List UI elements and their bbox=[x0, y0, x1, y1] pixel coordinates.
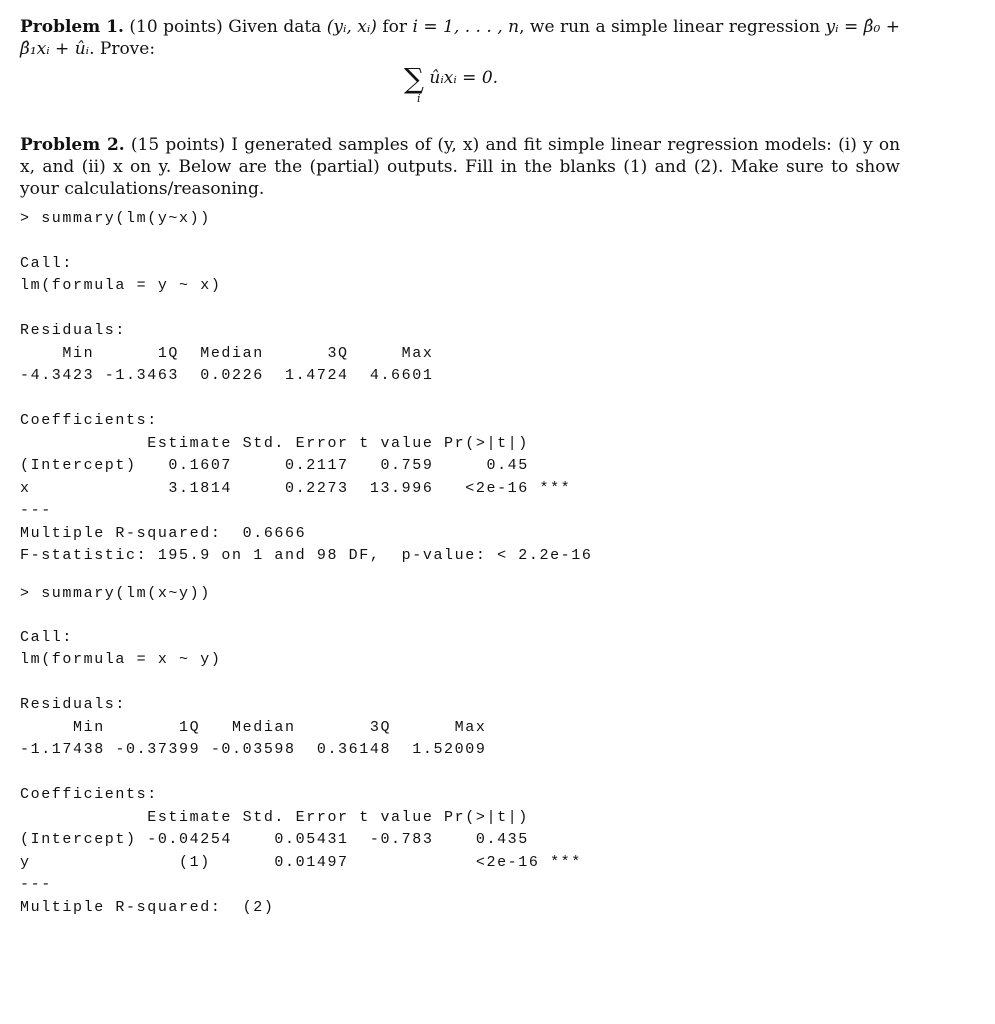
problem-1-statement bbox=[20, 16, 900, 60]
separator-1: --- bbox=[20, 502, 52, 519]
call-formula-2: lm(formula = x ~ y) bbox=[20, 651, 222, 668]
r-squared-1: Multiple R-squared: 0.6666 bbox=[20, 525, 307, 542]
r-prompt-2: > summary(lm(x~y)) bbox=[20, 585, 211, 602]
coefficients-header-1: Estimate Std. Error t value Pr(>|t|) bbox=[20, 435, 529, 452]
f-statistic-1: F-statistic: 195.9 on 1 and 98 DF, p-value: < 2.2e-16 bbox=[20, 547, 593, 564]
summation-symbol: ∑ bbox=[404, 62, 424, 95]
coefficients-label-1: Coefficients: bbox=[20, 412, 158, 429]
problem-1-model: yᵢ = β̂₀ + β̂₁xᵢ + ûᵢ bbox=[20, 17, 900, 59]
call-label-2: Call: bbox=[20, 629, 74, 646]
problem-1-heading: Problem 1. bbox=[20, 17, 124, 37]
separator-2: --- bbox=[20, 876, 52, 893]
problem-2-heading: Problem 2. bbox=[20, 135, 125, 155]
summation-index: i bbox=[417, 92, 421, 105]
residuals-label-1: Residuals: bbox=[20, 322, 127, 339]
problem-1-text-c: , we run a simple linear regression bbox=[519, 17, 826, 37]
problem-1-pair: (yᵢ, xᵢ) bbox=[326, 17, 377, 37]
problem-1-text-d: . Prove: bbox=[89, 39, 156, 59]
residuals-header-1: Min 1Q Median 3Q Max bbox=[20, 345, 434, 362]
problem-1-equation bbox=[404, 62, 499, 105]
coefficient-row-x: x 3.1814 0.2273 13.996 <2e-16 *** bbox=[20, 480, 572, 497]
equation-body: ûᵢxᵢ = 0. bbox=[429, 68, 499, 88]
r-squared-2: Multiple R-squared: (2) bbox=[20, 899, 275, 916]
residuals-label-2: Residuals: bbox=[20, 696, 127, 713]
coefficient-row-intercept-2: (Intercept) -0.04254 0.05431 -0.783 0.435 bbox=[20, 831, 529, 848]
residuals-values-2: -1.17438 -0.37399 -0.03598 0.36148 1.52009 bbox=[20, 741, 487, 758]
call-label-1: Call: bbox=[20, 255, 74, 272]
coefficient-row-intercept-1: (Intercept) 0.1607 0.2117 0.759 0.45 bbox=[20, 457, 529, 474]
r-prompt-1: > summary(lm(y~x)) bbox=[20, 210, 211, 227]
problem-2-points: (15 points) bbox=[130, 135, 226, 155]
coefficients-label-2: Coefficients: bbox=[20, 786, 158, 803]
call-formula-1: lm(formula = y ~ x) bbox=[20, 277, 222, 294]
problem-2-statement bbox=[20, 134, 900, 200]
problem-1-points: (10 points) bbox=[129, 17, 223, 37]
coefficients-header-2: Estimate Std. Error t value Pr(>|t|) bbox=[20, 809, 529, 826]
problem-1-text-a: Given data bbox=[222, 17, 327, 37]
problem-2-text: I generated samples of (y, x) and fit simple linear regression models: (i) y on x, and (ii) x on y. Below are the (partial) outputs. Fill in the blanks (1) and (2). Make sure to show your calculations/reasoning. bbox=[20, 135, 901, 199]
coefficient-row-y: y (1) 0.01497 <2e-16 *** bbox=[20, 854, 582, 871]
residuals-values-1: -4.3423 -1.3463 0.0226 1.4724 4.6601 bbox=[20, 367, 434, 384]
problem-1-text-b: for bbox=[376, 17, 413, 37]
residuals-header-2: Min 1Q Median 3Q Max bbox=[20, 719, 487, 736]
problem-1-range: i = 1, . . . , n bbox=[412, 17, 520, 37]
